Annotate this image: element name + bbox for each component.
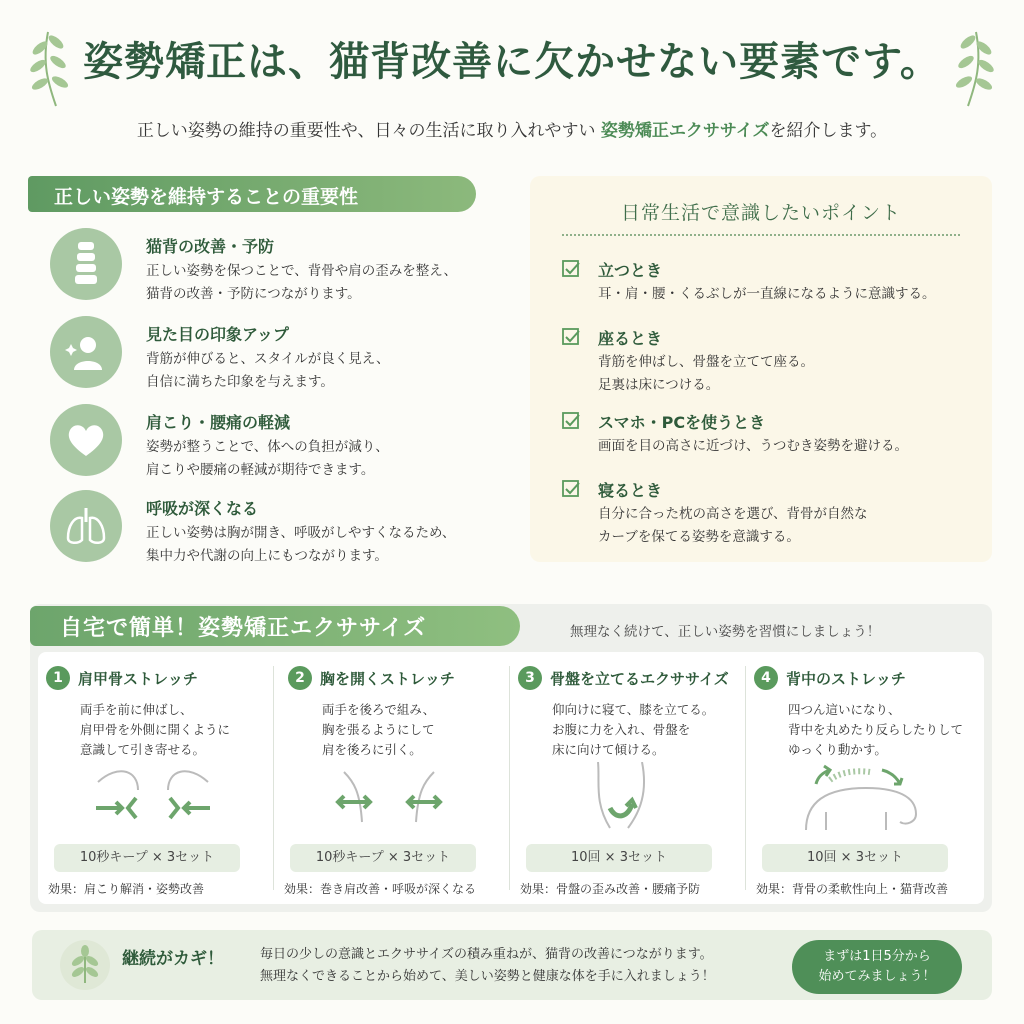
footer-desc xyxy=(260,944,780,988)
exercise-desc xyxy=(552,700,742,760)
exercise-title: 骨盤を立てるエクササイズ xyxy=(550,670,729,688)
exercise-desc-line: 背中を丸めたり反らしたりして xyxy=(788,722,964,737)
benefit-desc xyxy=(146,348,486,394)
benefit-desc xyxy=(146,436,486,482)
exercise-desc-line: 肩甲骨を外側に開くように xyxy=(80,722,231,737)
exercise-card xyxy=(746,652,982,904)
point-desc-line: 耳・肩・腰・くるぶしが一直線になるように意識する。 xyxy=(598,286,936,302)
footer-desc-line: 毎日の少しの意識とエクササイズの積み重ねが、猫背の改善につながります。 xyxy=(260,947,713,962)
cta-line: まずは1日5分から xyxy=(823,949,931,964)
cta-line: 始めてみましょう！ xyxy=(818,969,936,984)
exercise-card xyxy=(274,652,510,904)
exercise-title: 肩甲骨ストレッチ xyxy=(78,670,198,688)
exercise-desc xyxy=(80,700,270,760)
footer-desc-line: 無理なくできることから始めて、美しい姿勢と健康な体を手に入れましょう！ xyxy=(260,969,715,984)
point-desc xyxy=(598,503,978,549)
benefit-desc-line: 集中力や代謝の向上にもつながります。 xyxy=(146,548,388,564)
start-cta-button[interactable] xyxy=(792,940,962,994)
exercise-title: 背中のストレッチ xyxy=(786,670,906,688)
exercises-heading: 自宅で簡単！姿勢矯正エクササイズ xyxy=(30,606,520,646)
point-desc xyxy=(598,435,978,458)
step-number-badge: 3 xyxy=(518,666,542,690)
page-subtitle xyxy=(0,116,1024,141)
subtitle-suffix: を紹介します。 xyxy=(769,121,888,141)
point-desc xyxy=(598,351,978,397)
exercise-effect: 効果：肩こり解消・姿勢改善 xyxy=(48,882,205,896)
sprout-icon xyxy=(60,940,110,990)
exercise-desc-line: ゆっくり動かす。 xyxy=(788,742,887,757)
benefit-desc-line: 姿勢が整うことで、体への負担が減り、 xyxy=(146,439,389,455)
point-title: 寝るとき xyxy=(598,481,663,500)
point-title: 座るとき xyxy=(598,329,663,348)
subtitle-prefix: 正しい姿勢の維持の重要性や、日々の生活に取り入れやすい xyxy=(136,121,596,141)
benefit-title: 呼吸が深くなる xyxy=(146,499,259,518)
reps-pill: 10回 × 3セット xyxy=(762,844,948,872)
back-stretch-illustration xyxy=(786,762,936,836)
page-title: 姿勢矯正は、猫背改善に欠かせない要素です。 xyxy=(83,38,941,85)
exercise-desc-line: 肩を後ろに引く。 xyxy=(322,742,422,757)
benefit-desc-line: 背筋が伸びると、スタイルが良く見え、 xyxy=(146,351,390,367)
benefit-desc-line: 自信に満ちた印象を与えます。 xyxy=(146,374,334,390)
exercise-desc-line: 胸を張るようにして xyxy=(322,722,435,737)
exercises-subheading: 無理なく続けて、正しい姿勢を習慣にしましょう！ xyxy=(570,624,881,640)
point-desc-line: カーブを保てる姿勢を意識する。 xyxy=(598,529,800,545)
benefit-item xyxy=(50,404,490,484)
exercise-card xyxy=(38,652,274,904)
heart-icon xyxy=(50,404,122,476)
point-desc-line: 足裏は床につける。 xyxy=(598,377,720,393)
exercise-desc-line: 意識して引き寄せる。 xyxy=(80,742,206,757)
daily-points-panel xyxy=(530,176,992,562)
point-desc xyxy=(598,283,978,306)
person-sparkle-icon xyxy=(50,316,122,388)
checkbox-icon xyxy=(562,412,580,430)
chest-stretch-illustration xyxy=(314,762,464,836)
benefit-desc xyxy=(146,260,486,306)
benefit-desc-line: 正しい姿勢を保つことで、背骨や肩の歪みを整え、 xyxy=(146,263,458,279)
benefit-title: 猫背の改善・予防 xyxy=(146,237,275,256)
benefit-title: 肩こり・腰痛の軽減 xyxy=(146,413,291,432)
benefit-desc-line: 肩こりや腰痛の軽減が期待できます。 xyxy=(146,462,375,478)
exercise-card xyxy=(510,652,746,904)
exercise-desc-line: 四つん這いになり、 xyxy=(788,702,901,717)
point-desc-line: 背筋を伸ばし、骨盤を立てて座る。 xyxy=(598,354,814,370)
pelvis-exercise-illustration xyxy=(550,762,700,836)
footer-banner xyxy=(32,930,992,1000)
subtitle-highlight: 姿勢矯正エクササイズ xyxy=(600,121,770,141)
point-title: スマホ・PCを使うとき xyxy=(598,413,766,432)
exercise-effect: 効果：巻き肩改善・呼吸が深くなる xyxy=(284,882,477,896)
point-desc-line: 自分に合った枕の高さを選び、背骨が自然な xyxy=(598,506,868,522)
checkbox-icon xyxy=(562,260,580,278)
benefit-item xyxy=(50,228,490,308)
exercise-desc-line: 仰向けに寝て、膝を立てる。 xyxy=(552,702,715,717)
exercise-effect: 効果：骨盤の歪み改善・腰痛予防 xyxy=(520,882,701,896)
spine-icon xyxy=(50,228,122,300)
benefit-desc xyxy=(146,522,486,568)
benefit-title: 見た目の印象アップ xyxy=(146,325,289,344)
checkbox-icon xyxy=(562,328,580,346)
daily-heading: 日常生活で意識したいポイント xyxy=(620,202,901,224)
step-number-badge: 2 xyxy=(288,666,312,690)
step-number-badge: 4 xyxy=(754,666,778,690)
benefit-item xyxy=(50,490,490,570)
exercise-desc-line: 床に向けて傾ける。 xyxy=(552,742,665,757)
exercise-desc xyxy=(788,700,978,760)
point-desc-line: 画面を目の高さに近づけ、うつむき姿勢を避ける。 xyxy=(598,438,908,454)
exercise-effect: 効果：背骨の柔軟性向上・猫背改善 xyxy=(756,882,949,896)
point-title: 立つとき xyxy=(598,261,663,280)
exercise-desc-line: 両手を後ろで組み、 xyxy=(322,702,436,717)
lungs-icon xyxy=(50,490,122,562)
shoulder-stretch-illustration xyxy=(78,762,228,836)
exercise-desc-line: お腹に力を入れ、骨盤を xyxy=(552,722,691,737)
benefit-desc-line: 猫背の改善・予防につながります。 xyxy=(146,286,361,302)
exercise-desc-line: 両手を前に伸ばし、 xyxy=(80,702,193,717)
footer-title: 継続がカギ！ xyxy=(122,949,224,969)
dotted-divider xyxy=(562,234,960,236)
reps-pill: 10秒キープ × 3セット xyxy=(54,844,240,872)
benefit-item xyxy=(50,316,490,396)
reps-pill: 10秒キープ × 3セット xyxy=(290,844,476,872)
importance-heading: 正しい姿勢を維持することの重要性 xyxy=(28,176,476,212)
exercise-desc xyxy=(322,700,512,760)
reps-pill: 10回 × 3セット xyxy=(526,844,712,872)
exercise-title: 胸を開くストレッチ xyxy=(320,670,455,688)
benefit-desc-line: 正しい姿勢は胸が開き、呼吸がしやすくなるため、 xyxy=(146,525,456,541)
checkbox-icon xyxy=(562,480,580,498)
step-number-badge: 1 xyxy=(46,666,70,690)
